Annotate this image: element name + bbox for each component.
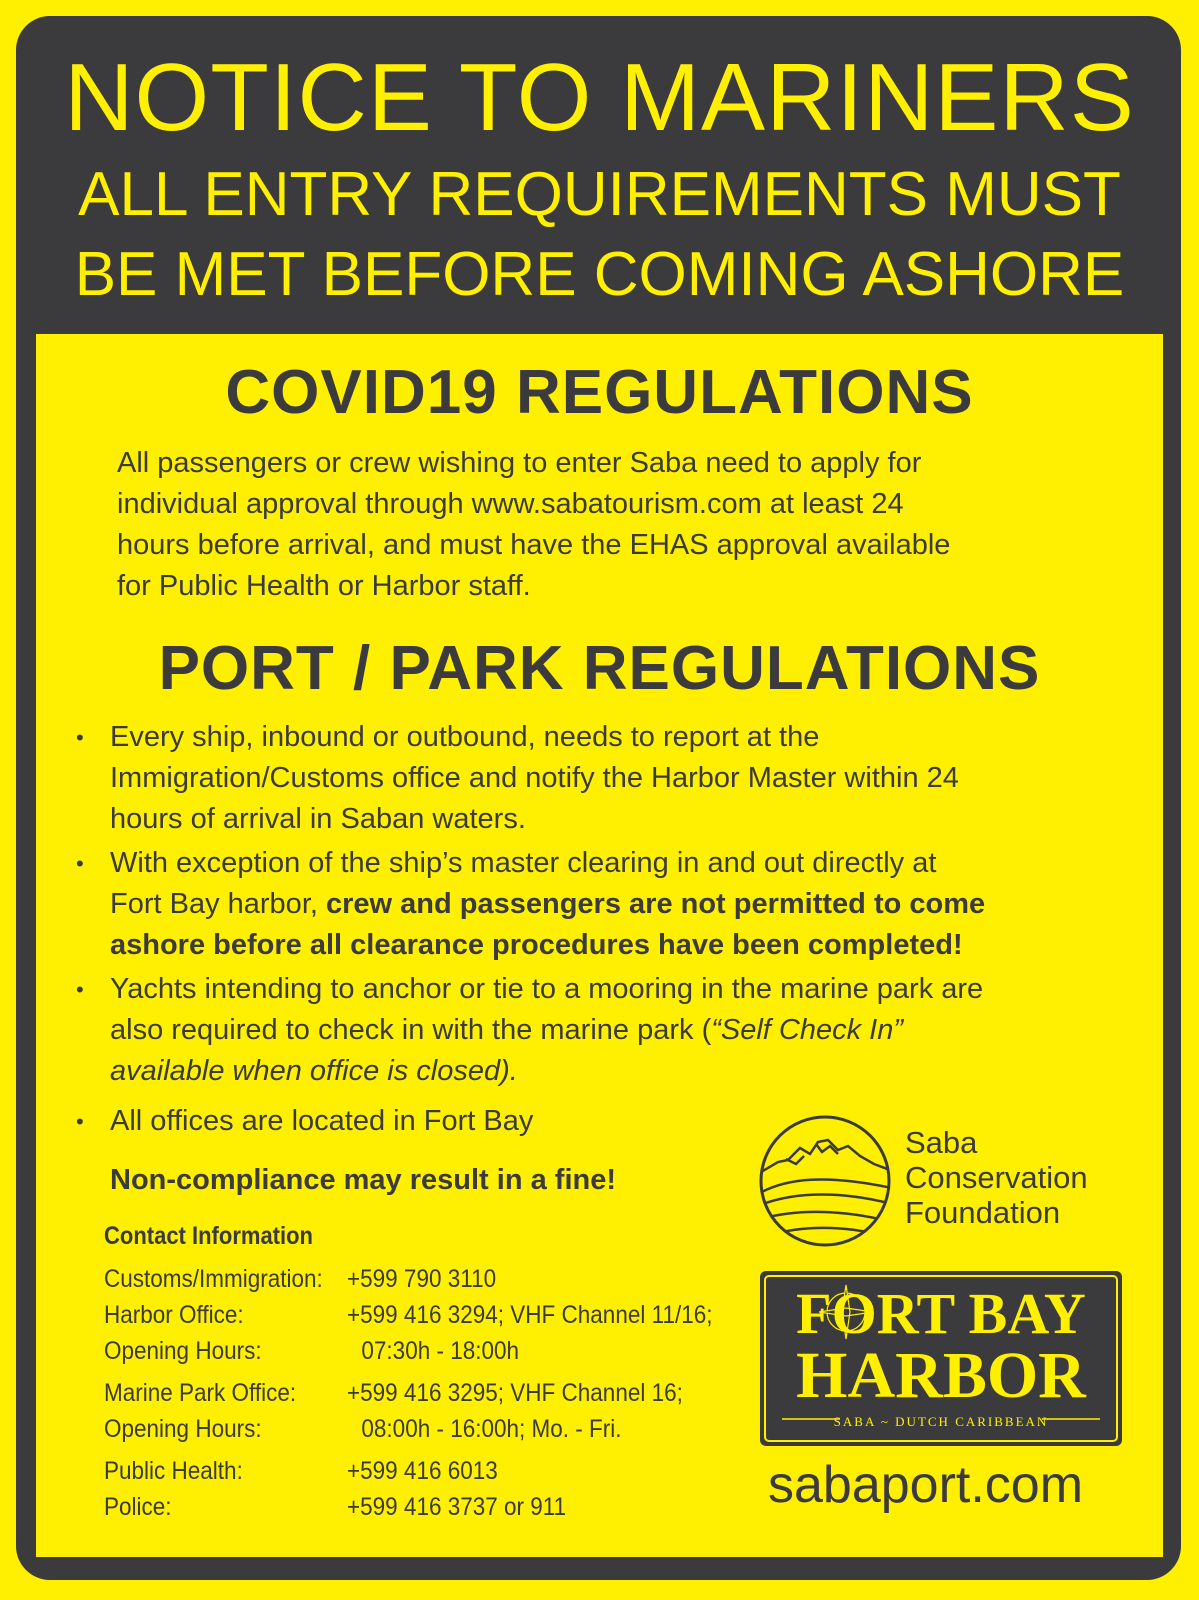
contact-label: Opening Hours: (104, 1415, 262, 1443)
fort-bay-harbor-logo (760, 1271, 1122, 1446)
scf-name-line: Conservation (905, 1160, 1088, 1195)
rule-text: Fort Bay harbor, (110, 888, 326, 920)
contact-value: +599 416 3295; VHF Channel 16; (347, 1379, 683, 1407)
entry-requirements-line1: ALL ENTRY REQUIREMENTS MUST (78, 160, 1121, 229)
rule-item (70, 969, 1150, 1092)
scf-name-line: Foundation (905, 1195, 1061, 1230)
rule-line: With exception of the ship’s master clearing in and out directly at (110, 847, 937, 879)
contact-label: Marine Park Office: (104, 1379, 297, 1407)
rule-line: Yachts intending to anchor or tie to a mooring in the marine park are (110, 973, 984, 1005)
scf-name (905, 1125, 1088, 1230)
rule-line (110, 884, 1150, 925)
rule-line: Immigration/Customs office and notify the Harbor Master within 24 (110, 762, 959, 794)
covid-line: hours before arrival, and must have the EHAS approval available (117, 529, 951, 561)
contact-value: 07:30h - 18:00h (361, 1337, 520, 1365)
rule-line: hours of arrival in Saban waters. (110, 803, 526, 835)
rule-italic: “Self Check In” (711, 1014, 904, 1046)
rule-line: Every ship, inbound or outbound, needs to report at the (110, 721, 820, 753)
port-rules-list (70, 717, 1150, 1142)
logo-line2: HARBOR (796, 1339, 1086, 1412)
rule-emphasis: crew and passengers are not permitted to come (326, 888, 986, 920)
bullet-dot: • (76, 977, 84, 1002)
contact-label: Harbor Office: (104, 1301, 244, 1329)
saba-conservation-logo-icon (756, 1112, 894, 1250)
contact-label: Police: (104, 1493, 172, 1521)
fine-notice: Non-compliance may result in a fine! (110, 1164, 616, 1196)
bullet-dot: • (76, 1109, 84, 1134)
contact-label: Customs/Immigration: (104, 1265, 323, 1293)
rule-line (110, 925, 1150, 966)
contact-value: +599 790 3110 (347, 1265, 497, 1293)
rule-item (70, 843, 1150, 966)
contact-value: 08:00h - 16:00h; Mo. - Fri. (361, 1415, 622, 1443)
bullet-dot: • (76, 851, 84, 876)
website-link[interactable]: sabaport.com (768, 1456, 1084, 1514)
rule-line (110, 1051, 1150, 1092)
rule-item (70, 717, 1150, 840)
contact-label: Opening Hours: (104, 1337, 262, 1365)
contact-label: Public Health: (104, 1457, 243, 1485)
rule-line: All offices are located in Fort Bay (110, 1105, 534, 1137)
contact-value: +599 416 6013 (347, 1457, 498, 1485)
contact-heading: Contact Information (104, 1222, 313, 1250)
entry-requirements-line2: BE MET BEFORE COMING ASHORE (74, 240, 1125, 309)
port-title: PORT / PARK REGULATIONS (158, 634, 1041, 703)
logo-line1: FORT BAY (796, 1281, 1086, 1346)
contact-value: +599 416 3737 or 911 (347, 1493, 567, 1521)
covid-text (117, 443, 1117, 607)
covid-line: individual approval through www.sabatourism.com at least 24 (117, 488, 904, 520)
covid-line: All passengers or crew wishing to enter Saba need to apply for (117, 447, 922, 479)
rule-italic: available when office is closed). (110, 1055, 518, 1087)
rule-text: also required to check in with the marine park ( (110, 1014, 712, 1046)
rule-emphasis: ashore before all clearance procedures have been completed! (110, 929, 963, 961)
scf-name-line: Saba (905, 1125, 978, 1160)
contact-value: +599 416 3294; VHF Channel 11/16; (347, 1301, 713, 1329)
logo-tagline: SABA ~ DUTCH CARIBBEAN (833, 1414, 1049, 1429)
rule-line (110, 1010, 1150, 1051)
notice-title: NOTICE TO MARINERS (64, 44, 1135, 151)
covid-line: for Public Health or Harbor staff. (117, 570, 531, 602)
covid-title: COVID19 REGULATIONS (225, 358, 974, 427)
bullet-dot: • (76, 725, 84, 750)
